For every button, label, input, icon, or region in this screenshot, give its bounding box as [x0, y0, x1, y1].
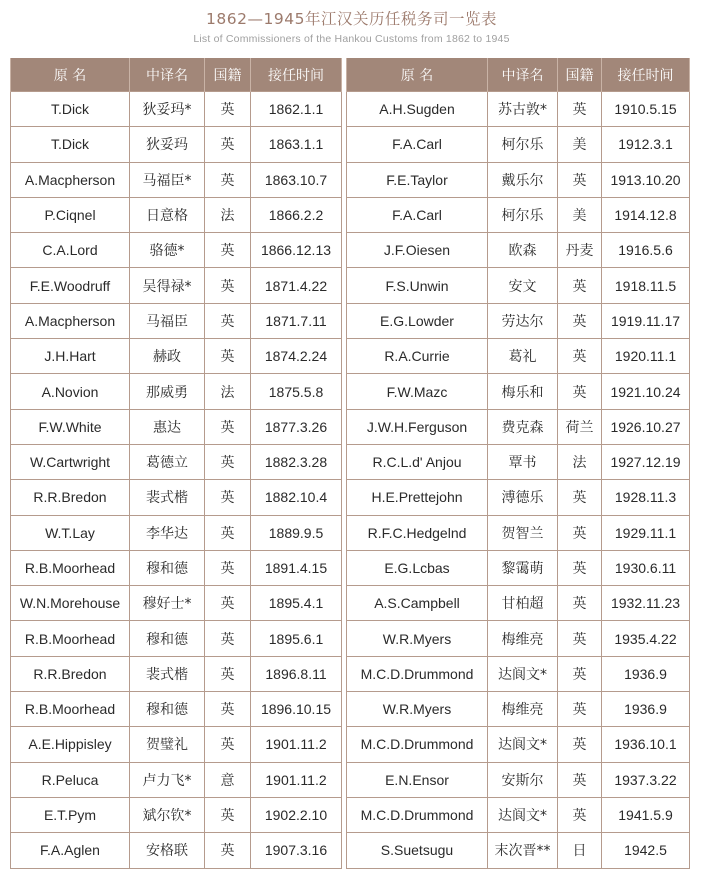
cell-original-name: R.C.L.d' Anjou	[347, 444, 488, 479]
cell-start-date: 1896.8.11	[251, 656, 342, 691]
table-row	[11, 162, 342, 197]
cell-start-date: 1928.11.3	[602, 480, 690, 515]
cell-chinese-name: 梅维亮	[488, 692, 558, 727]
cell-nationality: 英	[205, 692, 251, 727]
cell-chinese-name: 穆和德	[130, 550, 205, 585]
cell-start-date: 1866.2.2	[251, 197, 342, 232]
cell-start-date: 1863.1.1	[251, 127, 342, 162]
cell-start-date: 1913.10.20	[602, 162, 690, 197]
table-row	[11, 797, 342, 832]
cell-nationality: 英	[558, 268, 602, 303]
cell-start-date: 1912.3.1	[602, 127, 690, 162]
cell-original-name: R.Peluca	[11, 762, 130, 797]
cell-original-name: J.W.H.Ferguson	[347, 409, 488, 444]
cell-original-name: F.S.Unwin	[347, 268, 488, 303]
table-row	[347, 162, 690, 197]
cell-chinese-name: 狄妥玛	[130, 127, 205, 162]
cell-start-date: 1929.11.1	[602, 515, 690, 550]
cell-start-date: 1877.3.26	[251, 409, 342, 444]
table-row	[11, 197, 342, 232]
table-row	[347, 127, 690, 162]
cell-chinese-name: 穆和德	[130, 692, 205, 727]
cell-chinese-name: 李华达	[130, 515, 205, 550]
cell-nationality: 丹麦	[558, 233, 602, 268]
table-row	[11, 339, 342, 374]
cell-start-date: 1891.4.15	[251, 550, 342, 585]
cell-nationality: 法	[205, 374, 251, 409]
cell-nationality: 英	[558, 727, 602, 762]
cell-nationality: 英	[558, 692, 602, 727]
cell-nationality: 英	[205, 127, 251, 162]
cell-nationality: 英	[558, 374, 602, 409]
cell-chinese-name: 穆好士*	[130, 586, 205, 621]
cell-chinese-name: 那威勇	[130, 374, 205, 409]
cell-start-date: 1930.6.11	[602, 550, 690, 585]
cell-nationality: 英	[558, 515, 602, 550]
header-nationality: 国籍	[205, 58, 251, 92]
table-row	[347, 339, 690, 374]
commissioners-table-left	[10, 58, 342, 869]
cell-start-date: 1902.2.10	[251, 797, 342, 832]
table-row	[347, 621, 690, 656]
cell-original-name: F.W.White	[11, 409, 130, 444]
cell-original-name: A.E.Hippisley	[11, 727, 130, 762]
cell-start-date: 1920.11.1	[602, 339, 690, 374]
cell-start-date: 1895.4.1	[251, 586, 342, 621]
cell-nationality: 英	[558, 92, 602, 127]
cell-original-name: C.A.Lord	[11, 233, 130, 268]
cell-nationality: 英	[558, 797, 602, 832]
cell-start-date: 1871.4.22	[251, 268, 342, 303]
cell-original-name: M.C.D.Drummond	[347, 656, 488, 691]
cell-nationality: 英	[558, 586, 602, 621]
table-header-row	[11, 58, 342, 92]
cell-nationality: 英	[205, 656, 251, 691]
table-header-row	[347, 58, 690, 92]
cell-nationality: 英	[558, 162, 602, 197]
cell-original-name: W.R.Myers	[347, 692, 488, 727]
cell-original-name: M.C.D.Drummond	[347, 797, 488, 832]
table-row	[347, 444, 690, 479]
cell-nationality: 意	[205, 762, 251, 797]
cell-nationality: 英	[558, 303, 602, 338]
header-start-date: 接任时间	[251, 58, 342, 92]
cell-nationality: 英	[205, 515, 251, 550]
cell-chinese-name: 穆和德	[130, 621, 205, 656]
table-row	[11, 92, 342, 127]
cell-start-date: 1862.1.1	[251, 92, 342, 127]
cell-start-date: 1935.4.22	[602, 621, 690, 656]
cell-start-date: 1874.2.24	[251, 339, 342, 374]
table-row	[347, 692, 690, 727]
cell-start-date: 1907.3.16	[251, 833, 342, 868]
cell-nationality: 英	[205, 480, 251, 515]
cell-original-name: W.T.Lay	[11, 515, 130, 550]
cell-original-name: H.E.Prettejohn	[347, 480, 488, 515]
cell-original-name: R.A.Currie	[347, 339, 488, 374]
cell-original-name: E.T.Pym	[11, 797, 130, 832]
table-row	[347, 833, 690, 868]
cell-original-name: W.N.Morehouse	[11, 586, 130, 621]
header-chinese-name: 中译名	[130, 58, 205, 92]
table-row	[347, 303, 690, 338]
cell-start-date: 1901.11.2	[251, 762, 342, 797]
cell-original-name: F.E.Woodruff	[11, 268, 130, 303]
cell-original-name: A.Macpherson	[11, 162, 130, 197]
cell-chinese-name: 裴式楷	[130, 480, 205, 515]
cell-chinese-name: 斌尔钦*	[130, 797, 205, 832]
cell-nationality: 荷兰	[558, 409, 602, 444]
table-row	[347, 550, 690, 585]
cell-nationality: 英	[558, 621, 602, 656]
cell-chinese-name: 葛德立	[130, 444, 205, 479]
cell-original-name: R.R.Bredon	[11, 656, 130, 691]
cell-chinese-name: 达阆文*	[488, 656, 558, 691]
table-row	[347, 92, 690, 127]
cell-nationality: 英	[205, 444, 251, 479]
cell-chinese-name: 末次晋**	[488, 833, 558, 868]
table-row	[11, 727, 342, 762]
cell-nationality: 英	[205, 727, 251, 762]
cell-original-name: E.G.Lcbas	[347, 550, 488, 585]
cell-original-name: W.R.Myers	[347, 621, 488, 656]
cell-nationality: 英	[205, 92, 251, 127]
cell-chinese-name: 梅维亮	[488, 621, 558, 656]
cell-nationality: 英	[558, 656, 602, 691]
cell-nationality: 英	[205, 233, 251, 268]
cell-nationality: 英	[205, 797, 251, 832]
cell-nationality: 英	[558, 550, 602, 585]
cell-original-name: W.Cartwright	[11, 444, 130, 479]
cell-original-name: A.S.Campbell	[347, 586, 488, 621]
cell-chinese-name: 卢力飞*	[130, 762, 205, 797]
cell-chinese-name: 柯尔乐	[488, 127, 558, 162]
table-row	[11, 303, 342, 338]
table-row	[11, 233, 342, 268]
cell-chinese-name: 梅乐和	[488, 374, 558, 409]
cell-chinese-name: 欧森	[488, 233, 558, 268]
cell-original-name: E.N.Ensor	[347, 762, 488, 797]
table-row	[11, 374, 342, 409]
cell-start-date: 1942.5	[602, 833, 690, 868]
cell-start-date: 1866.12.13	[251, 233, 342, 268]
cell-original-name: R.B.Moorhead	[11, 692, 130, 727]
cell-start-date: 1863.10.7	[251, 162, 342, 197]
header-original-name: 原 名	[11, 58, 130, 92]
table-row	[11, 268, 342, 303]
cell-original-name: R.B.Moorhead	[11, 621, 130, 656]
table-row	[11, 515, 342, 550]
cell-chinese-name: 贺璧礼	[130, 727, 205, 762]
cell-start-date: 1936.9	[602, 692, 690, 727]
cell-start-date: 1916.5.6	[602, 233, 690, 268]
cell-nationality: 英	[205, 550, 251, 585]
cell-start-date: 1910.5.15	[602, 92, 690, 127]
table-row	[347, 268, 690, 303]
cell-original-name: A.H.Sugden	[347, 92, 488, 127]
table-row	[11, 127, 342, 162]
cell-chinese-name: 葛礼	[488, 339, 558, 374]
page-subtitle: List of Commissioners of the Hankou Customs from 1862 to 1945	[193, 33, 510, 45]
table-row	[347, 374, 690, 409]
table-row	[11, 833, 342, 868]
cell-nationality: 英	[205, 162, 251, 197]
cell-original-name: F.E.Taylor	[347, 162, 488, 197]
cell-chinese-name: 达阆文*	[488, 797, 558, 832]
cell-start-date: 1889.9.5	[251, 515, 342, 550]
cell-chinese-name: 柯尔乐	[488, 197, 558, 232]
cell-original-name: F.W.Mazc	[347, 374, 488, 409]
cell-nationality: 英	[205, 409, 251, 444]
cell-nationality: 美	[558, 197, 602, 232]
cell-original-name: A.Novion	[11, 374, 130, 409]
cell-start-date: 1937.3.22	[602, 762, 690, 797]
cell-nationality: 美	[558, 127, 602, 162]
cell-chinese-name: 吴得禄*	[130, 268, 205, 303]
cell-start-date: 1882.3.28	[251, 444, 342, 479]
cell-original-name: F.A.Carl	[347, 127, 488, 162]
table-row	[347, 727, 690, 762]
cell-chinese-name: 溥德乐	[488, 480, 558, 515]
cell-start-date: 1941.5.9	[602, 797, 690, 832]
cell-chinese-name: 贺智兰	[488, 515, 558, 550]
cell-original-name: R.F.C.Hedgelnd	[347, 515, 488, 550]
cell-start-date: 1921.10.24	[602, 374, 690, 409]
cell-start-date: 1896.10.15	[251, 692, 342, 727]
commissioners-table-right	[346, 58, 690, 869]
cell-start-date: 1914.12.8	[602, 197, 690, 232]
cell-nationality: 英	[205, 339, 251, 374]
table-row	[347, 409, 690, 444]
header-nationality: 国籍	[558, 58, 602, 92]
cell-chinese-name: 甘柏超	[488, 586, 558, 621]
cell-chinese-name: 安格联	[130, 833, 205, 868]
cell-start-date: 1918.11.5	[602, 268, 690, 303]
cell-chinese-name: 狄妥玛*	[130, 92, 205, 127]
cell-start-date: 1901.11.2	[251, 727, 342, 762]
cell-chinese-name: 日意格	[130, 197, 205, 232]
cell-start-date: 1932.11.23	[602, 586, 690, 621]
cell-original-name: S.Suetsugu	[347, 833, 488, 868]
table-row	[347, 797, 690, 832]
cell-nationality: 法	[205, 197, 251, 232]
table-row	[11, 550, 342, 585]
cell-original-name: P.Ciqnel	[11, 197, 130, 232]
table-row	[347, 762, 690, 797]
cell-chinese-name: 赫政	[130, 339, 205, 374]
cell-chinese-name: 苏古敦*	[488, 92, 558, 127]
table-row	[11, 480, 342, 515]
cell-chinese-name: 达阆文*	[488, 727, 558, 762]
cell-start-date: 1882.10.4	[251, 480, 342, 515]
table-row	[347, 480, 690, 515]
header-original-name: 原 名	[347, 58, 488, 92]
cell-nationality: 英	[205, 303, 251, 338]
table-row	[347, 233, 690, 268]
cell-start-date: 1926.10.27	[602, 409, 690, 444]
cell-start-date: 1927.12.19	[602, 444, 690, 479]
table-row	[11, 762, 342, 797]
cell-original-name: J.F.Oiesen	[347, 233, 488, 268]
cell-nationality: 英	[205, 268, 251, 303]
table-row	[11, 409, 342, 444]
cell-original-name: F.A.Aglen	[11, 833, 130, 868]
cell-original-name: T.Dick	[11, 92, 130, 127]
cell-original-name: T.Dick	[11, 127, 130, 162]
cell-chinese-name: 马福臣	[130, 303, 205, 338]
table-row	[347, 515, 690, 550]
cell-original-name: A.Macpherson	[11, 303, 130, 338]
table-row	[11, 656, 342, 691]
cell-start-date: 1936.9	[602, 656, 690, 691]
table-row	[11, 621, 342, 656]
cell-chinese-name: 裴式楷	[130, 656, 205, 691]
cell-start-date: 1936.10.1	[602, 727, 690, 762]
cell-chinese-name: 戴乐尔	[488, 162, 558, 197]
cell-nationality: 英	[558, 480, 602, 515]
cell-nationality: 英	[205, 586, 251, 621]
cell-nationality: 英	[205, 621, 251, 656]
cell-nationality: 日	[558, 833, 602, 868]
header-start-date: 接任时间	[602, 58, 690, 92]
table-row	[347, 197, 690, 232]
page-title: 1862—1945年江汉关历任税务司一览表	[206, 10, 497, 28]
cell-chinese-name: 费克森	[488, 409, 558, 444]
cell-chinese-name: 覃书	[488, 444, 558, 479]
table-row	[347, 586, 690, 621]
cell-chinese-name: 骆德*	[130, 233, 205, 268]
cell-start-date: 1895.6.1	[251, 621, 342, 656]
cell-nationality: 英	[205, 833, 251, 868]
cell-start-date: 1871.7.11	[251, 303, 342, 338]
header-chinese-name: 中译名	[488, 58, 558, 92]
cell-chinese-name: 安文	[488, 268, 558, 303]
table-row	[347, 656, 690, 691]
table-row	[11, 692, 342, 727]
cell-chinese-name: 安斯尔	[488, 762, 558, 797]
cell-original-name: J.H.Hart	[11, 339, 130, 374]
cell-start-date: 1919.11.17	[602, 303, 690, 338]
cell-original-name: F.A.Carl	[347, 197, 488, 232]
cell-nationality: 法	[558, 444, 602, 479]
cell-original-name: M.C.D.Drummond	[347, 727, 488, 762]
cell-original-name: R.R.Bredon	[11, 480, 130, 515]
cell-original-name: R.B.Moorhead	[11, 550, 130, 585]
table-row	[11, 586, 342, 621]
table-row	[11, 444, 342, 479]
cell-original-name: E.G.Lowder	[347, 303, 488, 338]
cell-chinese-name: 马福臣*	[130, 162, 205, 197]
cell-nationality: 英	[558, 762, 602, 797]
cell-start-date: 1875.5.8	[251, 374, 342, 409]
cell-chinese-name: 惠达	[130, 409, 205, 444]
cell-chinese-name: 劳达尔	[488, 303, 558, 338]
cell-chinese-name: 黎霭萌	[488, 550, 558, 585]
cell-nationality: 英	[558, 339, 602, 374]
